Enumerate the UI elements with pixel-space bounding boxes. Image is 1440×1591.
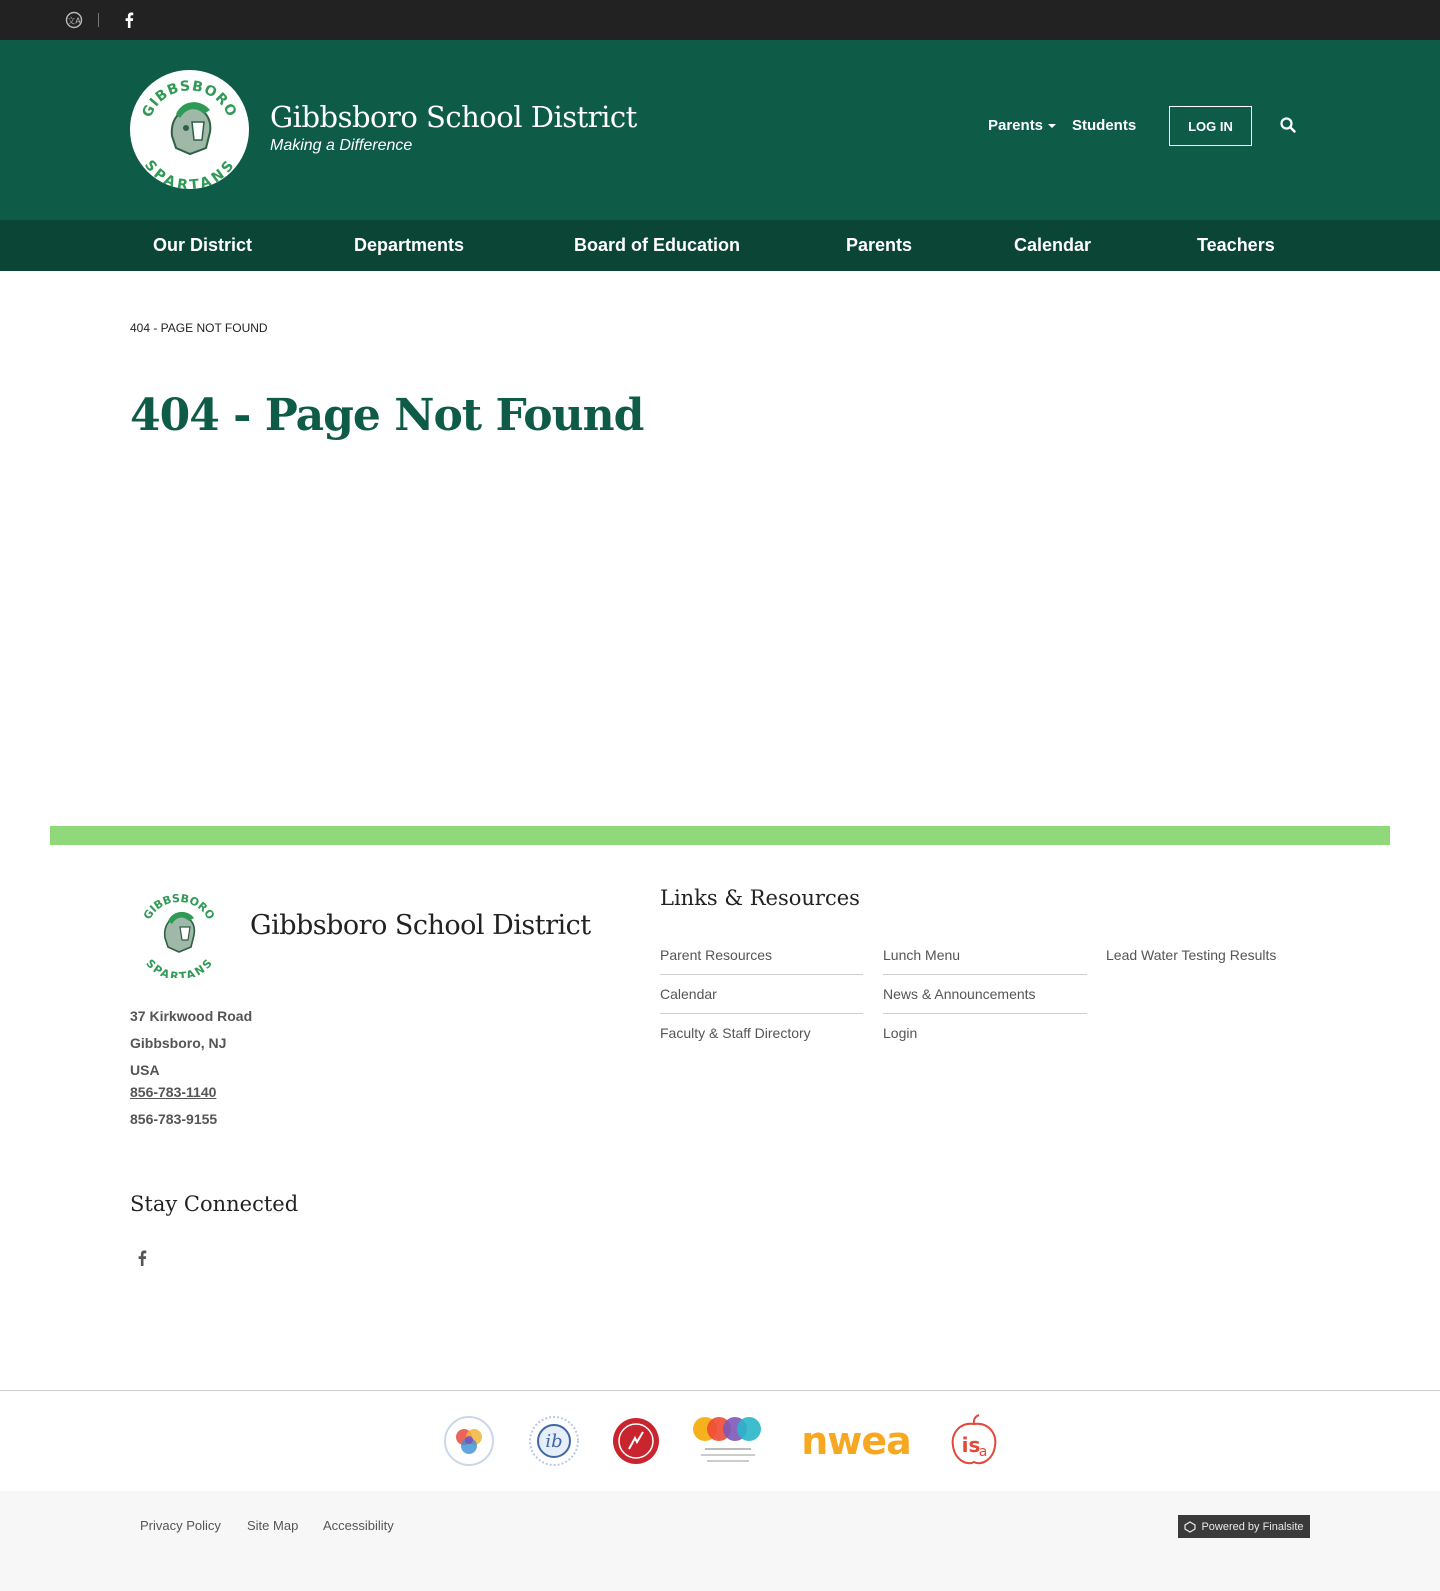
page-title: 404 - Page Not Found: [130, 390, 644, 441]
links-resources-heading: Links & Resources: [660, 886, 860, 910]
nav-teachers[interactable]: Teachers: [1197, 235, 1275, 255]
students-link[interactable]: Students: [1072, 117, 1137, 134]
address-city: Gibbsboro, NJ: [130, 1035, 227, 1051]
facebook-icon[interactable]: [137, 1250, 153, 1268]
partners-divider: [0, 1390, 1440, 1391]
nav-calendar[interactable]: Calendar: [1014, 235, 1092, 255]
utility-bar: [0, 0, 1440, 40]
svg-text:SPARTANS: [143, 957, 214, 978]
svg-text:a: a: [978, 1444, 988, 1460]
nav-departments[interactable]: Departments: [354, 235, 465, 255]
link-faculty-staff-directory[interactable]: Faculty & Staff Directory: [660, 1025, 811, 1041]
parents-dropdown[interactable]: [988, 117, 1056, 134]
topbar-divider: [98, 13, 99, 27]
translate-icon[interactable]: [64, 10, 84, 30]
svg-text:ib: ib: [545, 1431, 563, 1452]
phone-link[interactable]: 856-783-1140: [130, 1084, 217, 1100]
partner-ib-continuum-logo[interactable]: [690, 1412, 766, 1470]
footer-logo-text-bottom: SPARTANS: [143, 956, 215, 978]
spartan-helmet-icon: [172, 102, 211, 154]
district-logo[interactable]: [130, 70, 249, 189]
link-calendar[interactable]: Calendar: [660, 986, 717, 1002]
link-news-announcements[interactable]: News & Announcements: [883, 986, 1036, 1002]
logo-text-bottom: SPARTANS: [141, 157, 238, 189]
partner-japan-council-logo[interactable]: [609, 1412, 663, 1470]
svg-text:is: is: [961, 1433, 981, 1457]
caret-down-icon: [1048, 124, 1056, 128]
partner-isa-logo[interactable]: [944, 1412, 1004, 1470]
svg-text:文A: 文A: [67, 16, 81, 26]
nwea-wordmark: nwea: [801, 1419, 911, 1463]
partner-council-logo[interactable]: [442, 1412, 496, 1470]
nav-board-of-education[interactable]: Board of Education: [574, 235, 740, 255]
finalsite-icon: [1184, 1521, 1196, 1533]
address-street: 37 Kirkwood Road: [130, 1008, 253, 1024]
logo-text-top: GIBBSBORO: [139, 78, 240, 121]
search-icon[interactable]: [1279, 116, 1299, 136]
spartan-helmet-icon: [165, 912, 195, 952]
partner-nwea-logo[interactable]: [796, 1412, 916, 1470]
parents-dropdown-label: Parents: [988, 117, 1044, 134]
link-divider: [660, 974, 863, 975]
breadcrumb: 404 - PAGE NOT FOUND: [130, 321, 268, 335]
nav-parents[interactable]: Parents: [846, 235, 913, 255]
site-map-link[interactable]: Site Map: [247, 1518, 299, 1533]
privacy-policy-link[interactable]: Privacy Policy: [140, 1518, 221, 1533]
link-divider: [883, 974, 1087, 975]
footer-accent-bar: [50, 826, 1390, 845]
powered-by-finalsite-badge[interactable]: [1178, 1515, 1310, 1538]
address-country: USA: [130, 1062, 160, 1078]
legal-bar: [0, 1491, 1440, 1591]
link-divider: [660, 1013, 863, 1014]
link-parent-resources[interactable]: Parent Resources: [660, 947, 773, 963]
link-lunch-menu[interactable]: Lunch Menu: [883, 947, 961, 963]
link-login[interactable]: Login: [883, 1025, 918, 1041]
stay-connected-heading: Stay Connected: [130, 1192, 299, 1216]
footer-district-logo[interactable]: [134, 888, 224, 978]
facebook-icon[interactable]: [119, 10, 139, 30]
fax-number: 856-783-9155: [130, 1111, 218, 1127]
login-button[interactable]: LOG IN: [1169, 106, 1252, 146]
site-tagline: Making a Difference: [270, 137, 413, 154]
footer-logo-text-top: GIBBSBORO: [140, 891, 218, 922]
site-title[interactable]: Gibbsboro School District: [270, 100, 637, 134]
nav-our-district[interactable]: Our District: [153, 235, 253, 255]
footer-district-name: Gibbsboro School District: [250, 910, 591, 941]
svg-text:SPARTANS: [141, 157, 237, 189]
site-header: [0, 40, 1440, 220]
powered-by-label: Powered by Finalsite: [1201, 1520, 1304, 1533]
link-lead-water-testing[interactable]: Lead Water Testing Results: [1106, 947, 1277, 963]
accessibility-link[interactable]: Accessibility: [323, 1518, 394, 1533]
link-divider: [883, 1013, 1087, 1014]
main-navigation: [0, 220, 1440, 271]
partner-ib-world-school-logo[interactable]: [527, 1412, 581, 1470]
